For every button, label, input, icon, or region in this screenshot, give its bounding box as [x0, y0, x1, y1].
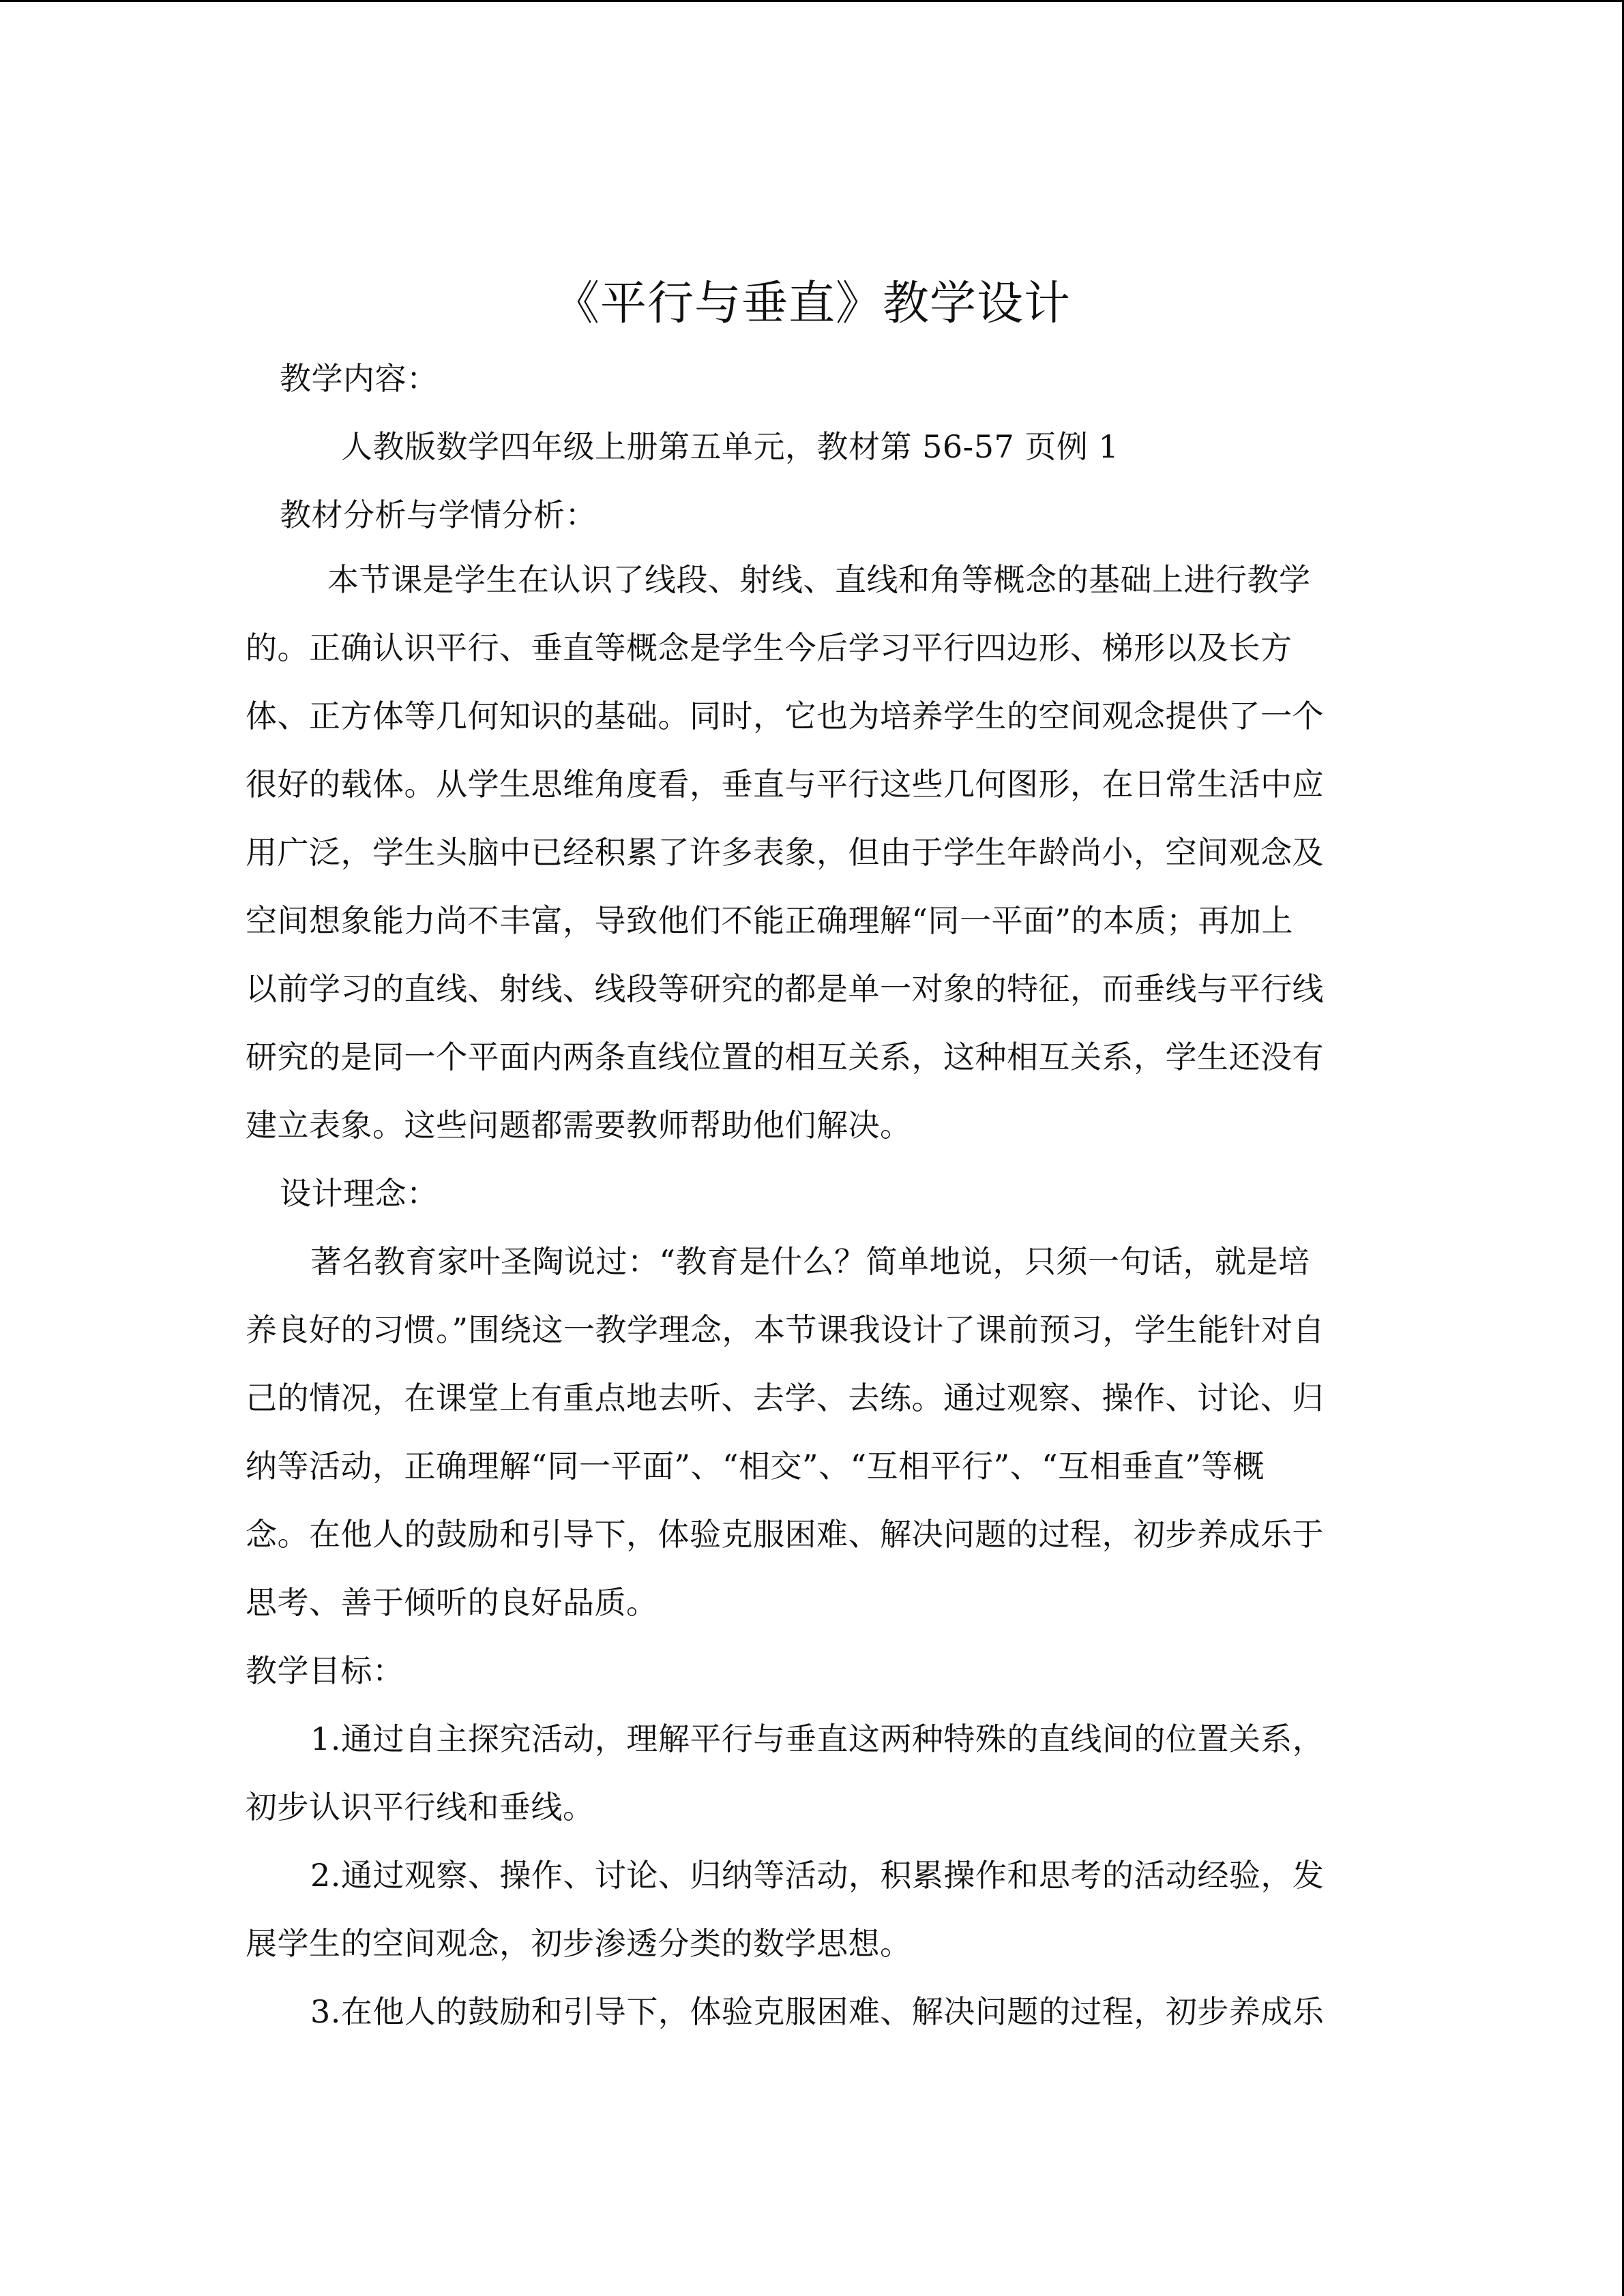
analysis-line: 很好的载体。从学生思维角度看，垂直与平行这些几何图形，在日常生活中应	[246, 766, 1324, 803]
goal-line: 3.在他人的鼓励和引导下，体验克服困难、解决问题的过程，初步养成乐	[310, 1993, 1325, 2030]
goal-line: 展学生的空间观念，初步渗透分类的数学思想。	[246, 1925, 912, 1962]
philosophy-line: 思考、善于倾听的良好品质。	[246, 1584, 658, 1621]
analysis-line: 空间想象能力尚不丰富，导致他们不能正确理解“同一平面”的本质；再加上	[246, 902, 1294, 939]
philosophy-line: 养良好的习惯。”围绕这一教学理念，本节课我设计了课前预习，学生能针对自	[246, 1311, 1325, 1348]
philosophy-line: 纳等活动，正确理解“同一平面”、“相交”、“互相平行”、“互相垂直”等概	[246, 1448, 1265, 1485]
analysis-line: 研究的是同一个平面内两条直线位置的相互关系，这种相互关系，学生还没有	[246, 1039, 1324, 1075]
analysis-line: 建立表象。这些问题都需要教师帮助他们解决。	[246, 1107, 912, 1144]
document-title: 《平行与垂直》教学设计	[552, 277, 1071, 331]
goal-line: 2.通过观察、操作、讨论、归纳等活动，积累操作和思考的活动经验，发	[310, 1857, 1325, 1894]
analysis-line: 本节课是学生在认识了线段、射线、直线和角等概念的基础上进行教学	[327, 561, 1311, 598]
section-heading-goals: 教学目标：	[246, 1652, 404, 1689]
analysis-line: 以前学习的直线、射线、线段等研究的都是单一对象的特征，而垂线与平行线	[246, 970, 1324, 1007]
analysis-line: 用广泛，学生头脑中已经积累了许多表象，但由于学生年龄尚小，空间观念及	[246, 834, 1324, 871]
content-text: 人教版数学四年级上册第五单元，教材第 56-57 页例 1	[341, 428, 1119, 465]
analysis-line: 体、正方体等几何知识的基础。同时，它也为培养学生的空间观念提供了一个	[246, 698, 1324, 734]
section-heading-content: 教学内容：	[280, 360, 439, 397]
section-heading-analysis: 教材分析与学情分析：	[280, 496, 597, 533]
goal-line: 1.通过自主探究活动，理解平行与垂直这两种特殊的直线间的位置关系，	[310, 1720, 1325, 1757]
page-border-top	[0, 0, 1624, 2]
philosophy-line: 著名教育家叶圣陶说过：“教育是什么？简单地说，只须一句话，就是培	[310, 1243, 1310, 1280]
analysis-line: 的。正确认识平行、垂直等概念是学生今后学习平行四边形、梯形以及长方	[246, 629, 1293, 666]
philosophy-line: 念。在他人的鼓励和引导下，体验克服困难、解决问题的过程，初步养成乐于	[246, 1516, 1324, 1553]
philosophy-line: 己的情况，在课堂上有重点地去听、去学、去练。通过观察、操作、讨论、归	[246, 1380, 1324, 1416]
goal-line: 初步认识平行线和垂线。	[246, 1789, 595, 1825]
section-heading-philosophy: 设计理念：	[280, 1175, 439, 1212]
